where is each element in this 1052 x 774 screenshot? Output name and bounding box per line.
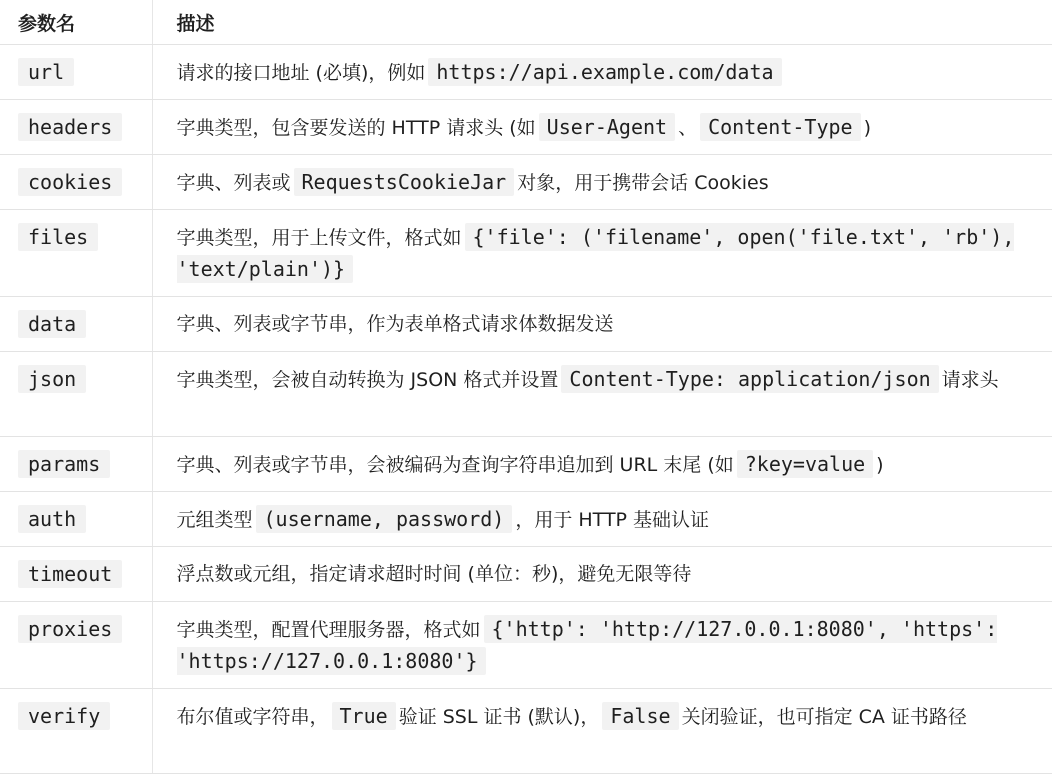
description-text: 对象，用于携带会话 Cookies — [517, 172, 769, 194]
table-row — [0, 155, 1052, 210]
param-name: json — [18, 365, 86, 393]
param-description — [152, 155, 1052, 210]
param-name: timeout — [18, 560, 122, 588]
table-row — [0, 689, 1052, 774]
param-name-cell — [0, 602, 152, 689]
param-name: files — [18, 223, 98, 251]
table-row — [0, 45, 1052, 100]
param-description — [152, 100, 1052, 155]
inline-code: {'http': 'http://127.0.0.1:8080', 'https': 'https://127.0.0.1:8080'} — [176, 617, 998, 673]
inline-code: ?key=value — [737, 450, 873, 478]
param-description — [152, 437, 1052, 492]
table-row — [0, 602, 1052, 689]
inline-code: False — [602, 702, 678, 730]
param-description — [152, 689, 1052, 774]
param-name-cell — [0, 492, 152, 547]
param-name-cell — [0, 297, 152, 352]
description-text: 布尔值或字符串， — [176, 706, 329, 728]
param-name: url — [18, 58, 74, 86]
param-name-cell — [0, 437, 152, 492]
description-text: 元组类型 — [176, 509, 253, 531]
param-name: auth — [18, 505, 86, 533]
inline-code: {'file': ('filename', open('file.txt', 'rb'), 'text/plain')} — [176, 225, 1015, 281]
inline-code: True — [332, 702, 396, 730]
param-description — [152, 297, 1052, 352]
inline-code: Content-Type — [700, 113, 861, 141]
table-row — [0, 492, 1052, 547]
param-name-cell — [0, 155, 152, 210]
description-text: 字典、列表或 — [176, 172, 291, 194]
inline-code: User-Agent — [539, 113, 675, 141]
table-row — [0, 210, 1052, 297]
table-body — [0, 45, 1052, 774]
table-row — [0, 100, 1052, 155]
param-description — [152, 210, 1052, 297]
inline-code: Content-Type: application/json — [561, 365, 938, 393]
param-name: proxies — [18, 615, 122, 643]
inline-code: (username, password) — [256, 505, 513, 533]
description-text: 字典类型，配置代理服务器，格式如 — [176, 619, 481, 641]
description-text: 请求头 — [941, 369, 999, 391]
description-text: ) — [863, 117, 872, 139]
table-row — [0, 352, 1052, 437]
description-text: ) — [876, 454, 884, 476]
param-description — [152, 45, 1052, 100]
param-description — [152, 602, 1052, 689]
description-text: 验证 SSL 证书 (默认)， — [398, 706, 600, 728]
inline-code: RequestsCookieJar — [294, 168, 515, 196]
param-name: data — [18, 310, 86, 338]
description-text: 字典、列表或字节串，作为表单格式请求体数据发送 — [176, 313, 614, 335]
param-name: headers — [18, 113, 122, 141]
description-text: 字典类型，用于上传文件，格式如 — [176, 227, 462, 249]
param-name-cell — [0, 100, 152, 155]
header-param: 参数名 — [0, 0, 152, 45]
param-name: verify — [18, 702, 110, 730]
param-name: cookies — [18, 168, 122, 196]
param-name-cell — [0, 689, 152, 774]
description-text: 字典类型，会被自动转换为 JSON 格式并设置 — [176, 369, 559, 391]
param-name-cell — [0, 210, 152, 297]
param-name: params — [18, 450, 110, 478]
param-description — [152, 547, 1052, 602]
table-row — [0, 547, 1052, 602]
description-text: 字典、列表或字节串，会被编码为查询字符串追加到 URL 末尾 (如 — [176, 454, 734, 476]
param-name-cell — [0, 45, 152, 100]
description-text: 浮点数或元组，指定请求超时时间 (单位：秒)，避免无限等待 — [176, 563, 692, 585]
table-row — [0, 297, 1052, 352]
header-row — [0, 0, 1052, 45]
param-name-cell — [0, 352, 152, 437]
param-name-cell — [0, 547, 152, 602]
inline-code: https://api.example.com/data — [428, 58, 781, 86]
description-text: 字典类型，包含要发送的 HTTP 请求头 (如 — [176, 117, 536, 139]
header-desc: 描述 — [152, 0, 1052, 45]
param-description — [152, 352, 1052, 437]
table-row — [0, 437, 1052, 492]
description-text: 、 — [678, 117, 698, 139]
description-text: 请求的接口地址 (必填)，例如 — [176, 62, 426, 84]
description-text: 关闭验证，也可指定 CA 证书路径 — [681, 706, 967, 728]
param-description — [152, 492, 1052, 547]
description-text: ，用于 HTTP 基础认证 — [515, 509, 710, 531]
